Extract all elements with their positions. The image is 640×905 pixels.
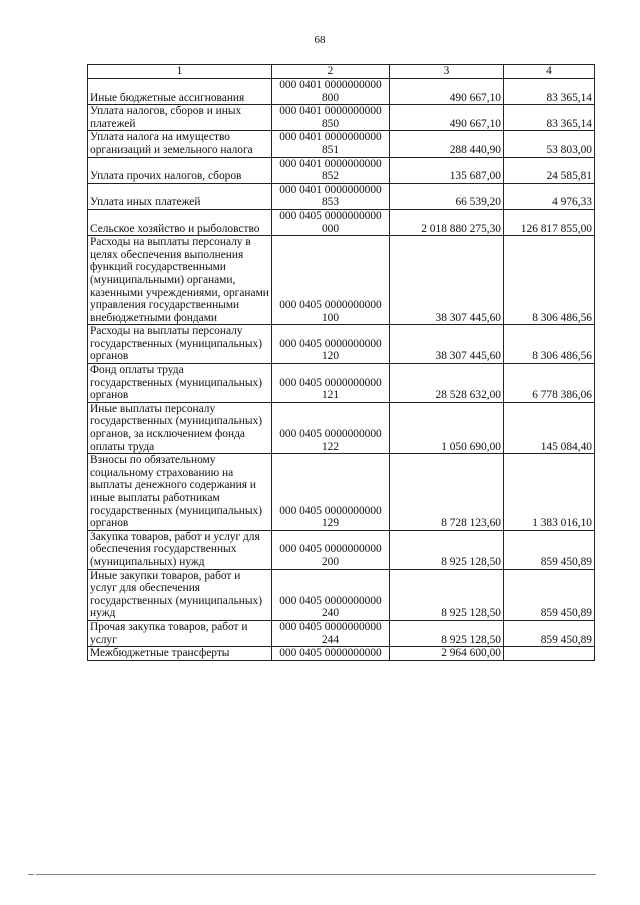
table-row xyxy=(88,454,595,531)
row-value-4-cell: 6 778 386,06 xyxy=(504,364,595,403)
row-name-cell: Взносы по обязательному социальному страхованию на выплаты денежного содержания и иные выплаты работникам государственных (муниципальных) органов xyxy=(88,454,272,531)
row-value-4-cell: 859 450,89 xyxy=(504,569,595,620)
row-code-cell: 000 0405 0000000000 244 xyxy=(272,620,390,646)
table-row xyxy=(88,131,595,157)
row-value-4-cell: 1 383 016,10 xyxy=(504,454,595,531)
row-value-4-cell: 24 585,81 xyxy=(504,157,595,183)
row-code-cell: 000 0405 0000000000 xyxy=(272,647,390,661)
row-value-3-cell: 135 687,00 xyxy=(390,157,504,183)
column-header-3: 3 xyxy=(390,65,504,79)
row-value-3-cell: 8 728 123,60 xyxy=(390,454,504,531)
table-row xyxy=(88,620,595,646)
row-code-cell: 000 0401 0000000000 852 xyxy=(272,157,390,183)
row-name-cell: Иные выплаты персоналу государственных (муниципальных) органов, за исключением фонда оплаты труда xyxy=(88,402,272,453)
table-row xyxy=(88,236,595,325)
row-value-3-cell: 66 539,20 xyxy=(390,183,504,209)
row-name-cell: Иные закупки товаров, работ и услуг для обеспечения государственных (муниципальных) нужд xyxy=(88,569,272,620)
row-name-cell: Расходы на выплаты персоналу государственных (муниципальных) органов xyxy=(88,325,272,364)
table-row xyxy=(88,325,595,364)
row-code-cell: 000 0405 0000000000 200 xyxy=(272,530,390,569)
row-value-4-cell: 126 817 855,00 xyxy=(504,209,595,235)
column-header-2: 2 xyxy=(272,65,390,79)
row-value-4-cell: 859 450,89 xyxy=(504,620,595,646)
row-value-3-cell: 38 307 445,60 xyxy=(390,325,504,364)
row-name-cell: Иные бюджетные ассигнования xyxy=(88,79,272,105)
row-code-cell: 000 0401 0000000000 851 xyxy=(272,131,390,157)
row-value-4-cell: 53 803,00 xyxy=(504,131,595,157)
page-number: 68 xyxy=(314,34,326,46)
row-name-cell: Уплата прочих налогов, сборов xyxy=(88,157,272,183)
row-value-4-cell: 83 365,14 xyxy=(504,79,595,105)
row-value-4-cell: 145 084,40 xyxy=(504,402,595,453)
table-row xyxy=(88,157,595,183)
row-name-cell: Прочая закупка товаров, работ и услуг xyxy=(88,620,272,646)
table-header-row xyxy=(88,65,595,79)
row-name-cell: Уплата налога на имущество организаций и земельного налога xyxy=(88,131,272,157)
table-row xyxy=(88,402,595,453)
table-row xyxy=(88,569,595,620)
row-name-cell: Фонд оплаты труда государственных (муниципальных) органов xyxy=(88,364,272,403)
row-code-cell: 000 0405 0000000000 129 xyxy=(272,454,390,531)
row-code-cell: 000 0405 0000000000 000 xyxy=(272,209,390,235)
budget-table xyxy=(87,64,595,661)
table-row xyxy=(88,105,595,131)
row-value-3-cell: 288 440,90 xyxy=(390,131,504,157)
table-row xyxy=(88,209,595,235)
row-value-4-cell: 859 450,89 xyxy=(504,530,595,569)
row-value-4-cell xyxy=(504,647,595,661)
table-row xyxy=(88,364,595,403)
row-value-3-cell: 490 667,10 xyxy=(390,105,504,131)
row-name-cell: Межбюджетные трансферты xyxy=(88,647,272,661)
row-name-cell: Сельское хозяйство и рыболовство xyxy=(88,209,272,235)
row-code-cell: 000 0405 0000000000 122 xyxy=(272,402,390,453)
column-header-1: 1 xyxy=(88,65,272,79)
row-value-3-cell: 490 667,10 xyxy=(390,79,504,105)
row-value-4-cell: 83 365,14 xyxy=(504,105,595,131)
row-value-3-cell: 1 050 690,00 xyxy=(390,402,504,453)
row-value-3-cell: 8 925 128,50 xyxy=(390,530,504,569)
table-row xyxy=(88,183,595,209)
row-value-3-cell: 8 925 128,50 xyxy=(390,620,504,646)
row-code-cell: 000 0405 0000000000 121 xyxy=(272,364,390,403)
bottom-divider-short xyxy=(28,874,34,875)
row-name-cell: Расходы на выплаты персоналу в целях обеспечения выполнения функций государственными (муниципальными) органами, казенными учреждениями, органами управления государственными внебюджетными фондами xyxy=(88,236,272,325)
row-code-cell: 000 0401 0000000000 853 xyxy=(272,183,390,209)
table-row xyxy=(88,530,595,569)
row-code-cell: 000 0401 0000000000 800 xyxy=(272,79,390,105)
row-code-cell: 000 0405 0000000000 240 xyxy=(272,569,390,620)
row-value-4-cell: 4 976,33 xyxy=(504,183,595,209)
row-code-cell: 000 0405 0000000000 120 xyxy=(272,325,390,364)
row-name-cell: Закупка товаров, работ и услуг для обеспечения государственных (муниципальных) нужд xyxy=(88,530,272,569)
row-value-4-cell: 8 306 486,56 xyxy=(504,325,595,364)
row-value-3-cell: 8 925 128,50 xyxy=(390,569,504,620)
row-value-3-cell: 2 964 600,00 xyxy=(390,647,504,661)
row-value-3-cell: 2 018 880 275,30 xyxy=(390,209,504,235)
bottom-divider xyxy=(36,874,596,875)
row-value-4-cell: 8 306 486,56 xyxy=(504,236,595,325)
table-row xyxy=(88,79,595,105)
column-header-4: 4 xyxy=(504,65,595,79)
row-value-3-cell: 28 528 632,00 xyxy=(390,364,504,403)
table-row xyxy=(88,647,595,661)
row-name-cell: Уплата налогов, сборов и иных платежей xyxy=(88,105,272,131)
row-value-3-cell: 38 307 445,60 xyxy=(390,236,504,325)
row-code-cell: 000 0401 0000000000 850 xyxy=(272,105,390,131)
row-name-cell: Уплата иных платежей xyxy=(88,183,272,209)
row-code-cell: 000 0405 0000000000 100 xyxy=(272,236,390,325)
